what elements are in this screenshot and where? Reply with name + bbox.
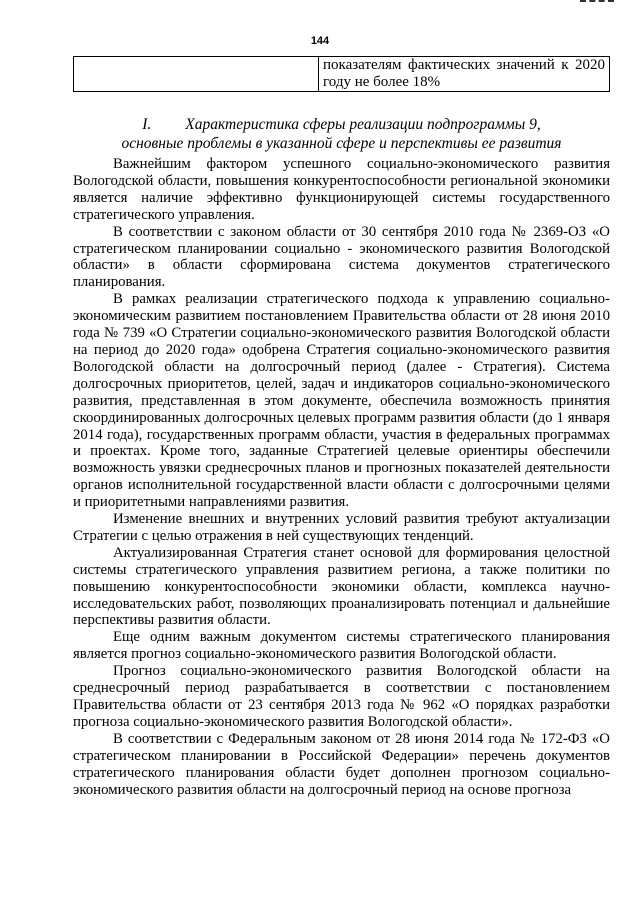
page-number: 144 bbox=[310, 35, 330, 47]
table-row bbox=[74, 57, 610, 92]
body-text bbox=[73, 156, 610, 798]
table-cell-text: показателям фактических значений к 2020 году не более 18% bbox=[319, 57, 610, 92]
paragraph: В соответствии с законом области от 30 сентября 2010 года № 2369-ОЗ «О стратегическом планировании социально - экономического развития Вологодской области» в области сформирована система документов стратегического планирования. bbox=[73, 223, 610, 291]
paragraph: Важнейшим фактором успешного социально-экономического развития Вологодской области, повышения конкурентоспособности региональной экономики является наличие эффективно функционирующей системы государственного стратегического управления. bbox=[73, 156, 610, 223]
paragraph: Изменение внешних и внутренних условий развития требуют актуализации Стратегии с целью отражения в ней существующих тенденций. bbox=[73, 511, 610, 544]
scan-corner-mark bbox=[580, 0, 614, 6]
paragraph: Прогноз социально-экономического развития Вологодской области на среднесрочный период разрабатывается в соответствии с постановлением Правительства области от 23 сентября 2013 года № 962 «О порядках разработки прогноза социально-экономического развития Вологодской области». bbox=[73, 663, 610, 730]
paragraph: Актуализированная Стратегия станет основой для формирования целостной системы стратегического управления развитием региона, а также политики по повышению конкурентоспособности экономики области, комплекса научно-исследовательских работ, позволяющих проанализировать потенциал и дальнейшие перспективы развития области. bbox=[73, 544, 610, 629]
section-title-line1: Характеристика сферы реализации подпрограммы 9, bbox=[185, 116, 541, 133]
continuation-table bbox=[73, 56, 610, 92]
section-title-line2: основные проблемы в указанной сфере и перспективы ее развития bbox=[121, 135, 562, 152]
paragraph: В рамках реализации стратегического подхода к управлению социально-экономическим развитием постановлением Правительства области от 28 июня 2010 года № 739 «О Стратегии социально-экономического развития Вологодской области на период до 2020 года» одобрена Стратегия социально-экономического развития Вологодской области на долгосрочный период (далее - Стратегия). Система долгосрочных приоритетов, целей, задач и индикаторов социально-экономического развития, представленная в этом документе, обеспечила возможность принятия скоординированных долгосрочных целевых программ развития области (до 1 января 2014 года), государственных программ области, участия в федеральных программах и проектах. Кроме того, заданные Стратегией целевые ориентиры обеспечили возможность увязки среднесрочных планов и прогнозных показателей деятельности органов исполнительной государственной власти области с долгосрочными целями и приоритетными направлениями развития. bbox=[73, 291, 610, 511]
section-number: I. bbox=[142, 116, 152, 133]
section-heading bbox=[73, 115, 610, 153]
table-cell-empty bbox=[74, 57, 319, 92]
section-heading-line1 bbox=[73, 115, 610, 134]
paragraph: Еще одним важным документом системы стратегического планирования является прогноз социально-экономического развития Вологодской области. bbox=[73, 629, 610, 663]
paragraph: В соответствии с Федеральным законом от 28 июня 2014 года № 172-ФЗ «О стратегическом планировании в Российской Федерации» перечень документов стратегического планирования области будет дополнен прогнозом социально-экономического развития области на долгосрочный период на основе прогноза bbox=[73, 730, 610, 798]
